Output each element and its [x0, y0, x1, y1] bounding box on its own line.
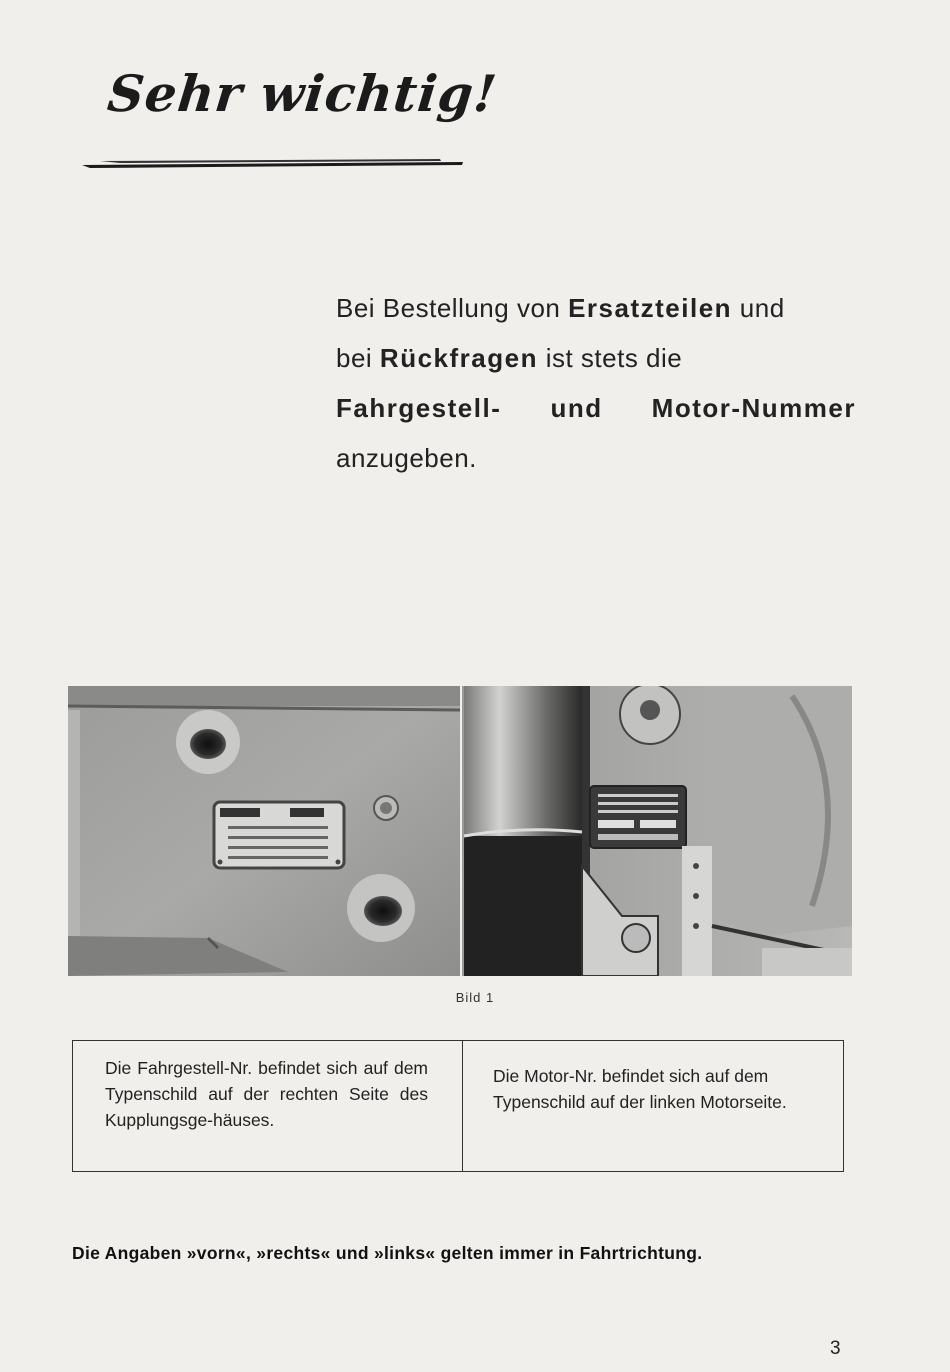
- intro-paragraph: [336, 283, 856, 483]
- page-title: Sehr wichtig!: [104, 64, 500, 123]
- engine-number-note: Die Motor-Nr. befindet sich auf dem Typenschild auf der linken Motorseite.: [493, 1066, 787, 1112]
- direction-note: Die Angaben »vorn«, »rechts« und »links« gelten immer in Fahrtrichtung.: [72, 1243, 703, 1263]
- intro-line-3: Fahrgestell- und Motor-Nummer: [336, 393, 856, 423]
- title-underline: [80, 156, 465, 170]
- figure-caption: Bild 1: [455, 990, 495, 1005]
- plate-location-table: [72, 1040, 844, 1172]
- engine-plate-photo: [462, 686, 852, 976]
- intro-line-2: bei Rückfragen ist stets die: [336, 343, 683, 373]
- chassis-plate-photo: [68, 686, 460, 976]
- page-number: 3: [830, 1338, 841, 1359]
- intro-line-1: Bei Bestellung von Ersatzteilen und: [336, 293, 785, 323]
- chassis-number-note: Die Fahrgestell-Nr. befindet sich auf dem Typenschild auf der rechten Seite des Kupplungsge-häuses.: [73, 1041, 463, 1171]
- intro-line-4: anzugeben.: [336, 443, 477, 473]
